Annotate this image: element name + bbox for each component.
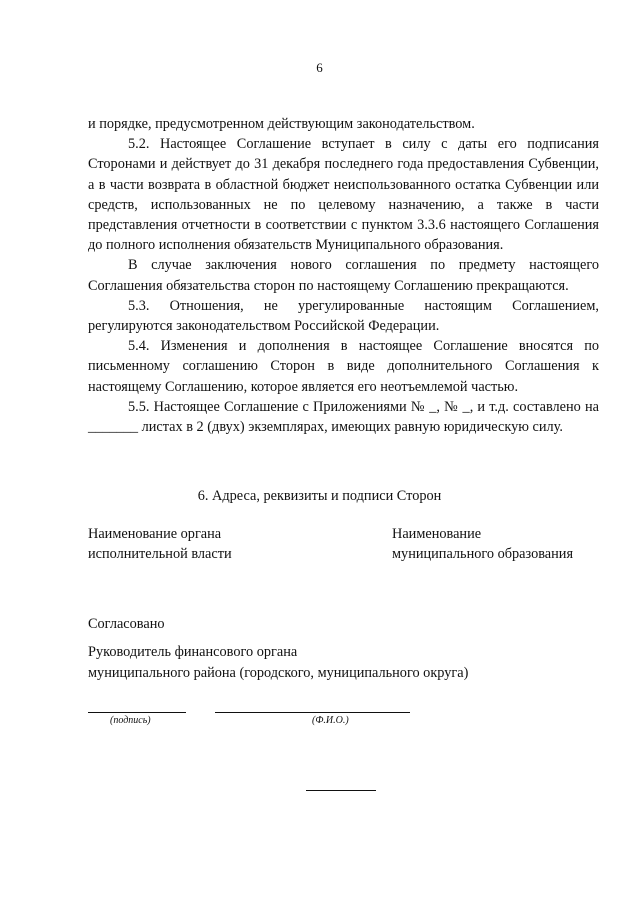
paragraph-5-5: 5.5. Настоящее Соглашение с Приложениями № _, № _, и т.д. составлено на _______ листах в 2 (двух) экземплярах, имеющих равную юридическую силу. [88,398,599,436]
finance-head-block [88,642,588,684]
paragraph-continuation: и порядке, предусмотренном действующим законодательством. [88,116,475,132]
closing-rule [306,790,376,791]
paragraph-5-3: 5.3. Отношения, не урегулированные настоящим Соглашением, регулируются законодательством Российской Федерации. [88,297,599,335]
agreed-label: Согласовано [88,616,165,632]
document-body [88,114,599,437]
right-party-line-1: Наименование [392,526,482,542]
right-party-block [392,524,612,564]
section-heading: 6. Адреса, реквизиты и подписи Сторон [197,488,442,504]
signature-caption: (подпись) [110,715,151,726]
finance-head-line-2: муниципального района (городского, муниципального округа) [88,665,469,681]
finance-head-line-1: Руководитель финансового органа [88,644,298,660]
left-party-block [88,524,308,564]
paragraph-5-2: 5.2. Настоящее Соглашение вступает в силу с даты его подписания Сторонами и действует до 31 декабря последнего года предоставления Субвенции, а в части возврата в областной бюджет неиспользованного остатка Субвенции или средств, использованных не по целевому назначению, а также в части представления отчетности в соответствии с пунктом 3.3.6 настоящего Соглашения до полного исполнения обязательств Муниципального образования. [88,136,599,254]
fio-caption: (Ф.И.О.) [312,715,349,726]
paragraph-5-4: 5.4. Изменения и дополнения в настоящее Соглашение вносятся по письменному соглашению Сторон в виде дополнительного Соглашения к настоящему Соглашению, которое является его неотъемлемой частью. [88,338,599,395]
signature-line [88,712,186,713]
right-party-line-2: муниципального образования [392,546,574,562]
paragraph-new-agreement: В случае заключения нового соглашения по предмету настоящего Соглашения обязательства сторон по настоящему Соглашению прекращаются. [88,257,599,294]
left-party-line-1: Наименование органа [88,526,222,542]
page-number: 6 [316,60,323,75]
fio-line [215,712,410,713]
left-party-line-2: исполнительной власти [88,546,232,562]
